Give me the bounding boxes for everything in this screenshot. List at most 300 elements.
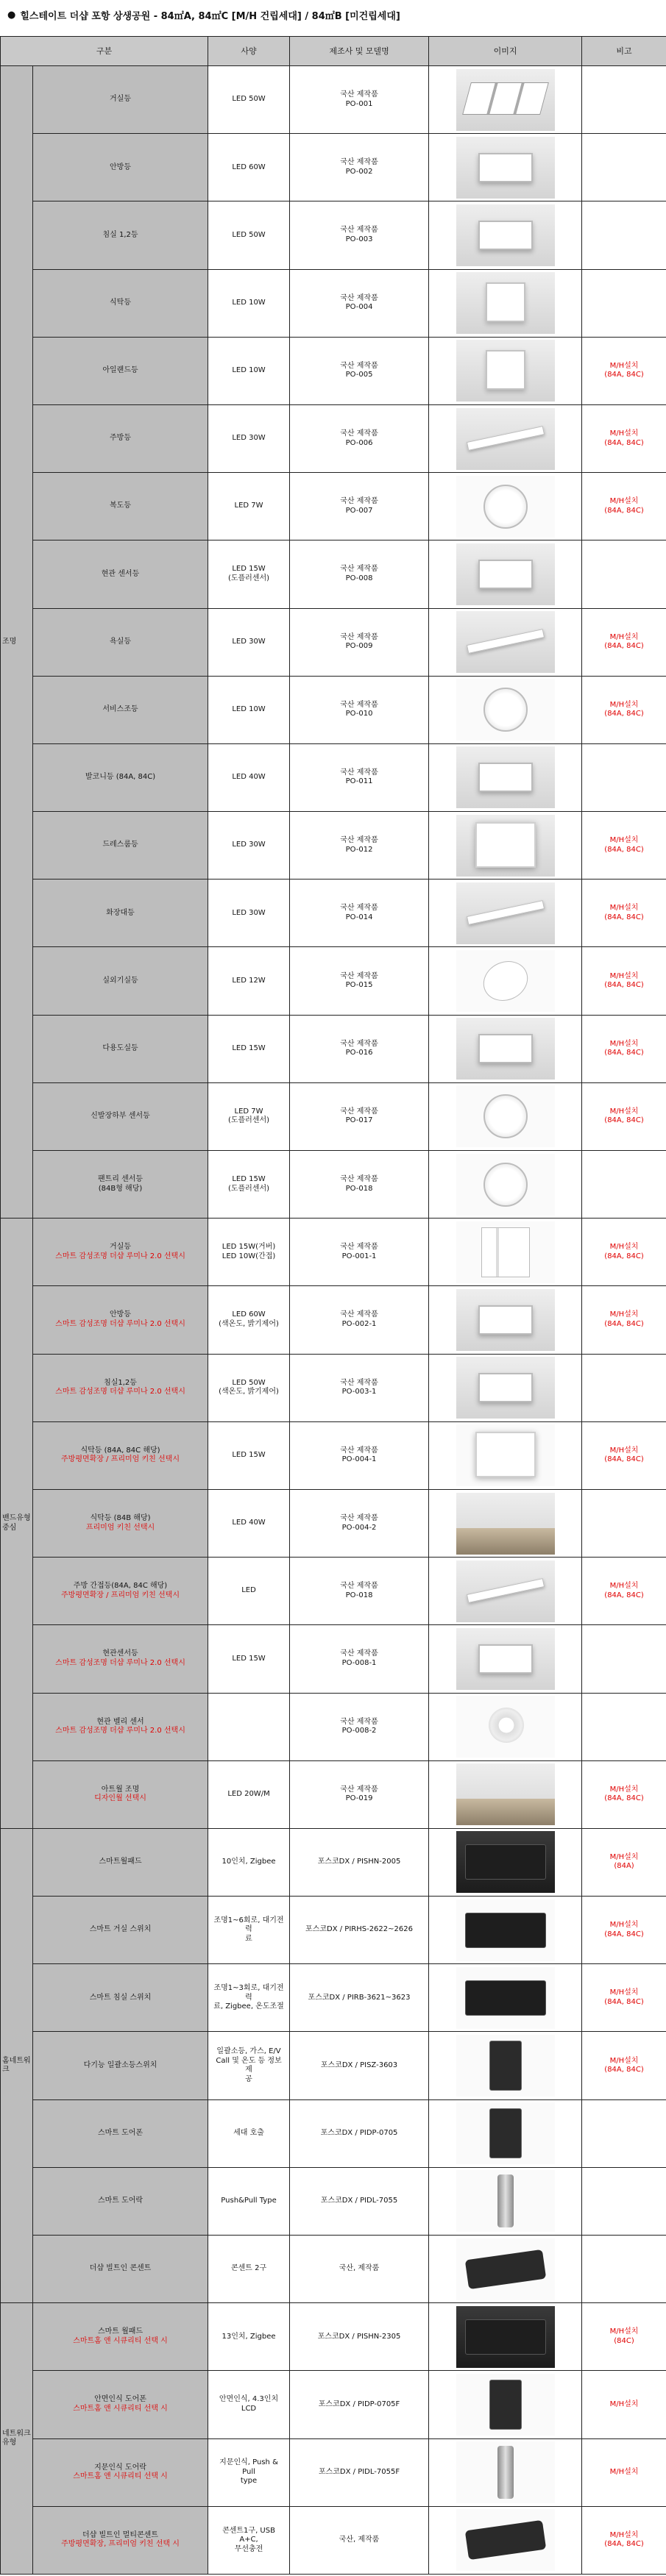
note-cell [582, 1151, 666, 1219]
item-name: 더샵 빌트인 멀티콘센트 [82, 2530, 158, 2539]
note-cell: M/H설치 (84A, 84C) [582, 1558, 666, 1625]
spec-cell: LED 50W [208, 201, 290, 269]
image-cell [429, 1964, 582, 2032]
item-name: 식탁등 [110, 298, 131, 307]
image-cell [429, 1489, 582, 1557]
maker-cell: 국산 제작품 PO-008-2 [290, 1693, 429, 1760]
spec-cell: LED 30W [208, 812, 290, 880]
item-name: 복도등 [110, 502, 131, 510]
item-name-cell [33, 66, 208, 134]
product-image-shape [483, 688, 528, 732]
maker-cell: 국산 제작품 PO-002 [290, 134, 429, 201]
item-option-note: 프리미엄 키친 선택시 [85, 1523, 155, 1532]
product-image-shape [489, 2380, 522, 2430]
item-name: 안면인식 도어폰 [94, 2395, 146, 2404]
product-image-shape [475, 822, 536, 868]
item-name-cell [33, 2236, 208, 2303]
header-spec: 사양 [208, 37, 290, 66]
maker-cell: 국산 제작품 PO-001 [290, 66, 429, 134]
square-panel-light-icon [456, 1018, 555, 1080]
spec-cell: 10인치, Zigbee [208, 1828, 290, 1896]
maker-cell: 국산, 제작품 [290, 2506, 429, 2574]
round-downlight-icon [456, 476, 555, 538]
category-cell: 네트워크유형 [1, 2303, 33, 2575]
item-name: 더샵 빌트인 콘센트 [89, 2264, 152, 2273]
square-panel-light-icon [456, 1289, 555, 1351]
note-cell [582, 1625, 666, 1693]
item-name: 침실 1,2등 [102, 230, 138, 239]
product-image-shape [478, 1373, 533, 1402]
product-image-shape [478, 153, 533, 182]
item-name: 침실1,2등 [104, 1378, 137, 1387]
product-image-shape [462, 82, 549, 115]
item-name-cell [33, 743, 208, 811]
page-title [0, 0, 666, 29]
spec-cell: LED 12W [208, 947, 290, 1015]
spec-cell: LED 20W/M [208, 1760, 290, 1828]
product-image-shape [489, 1708, 524, 1743]
maker-cell: 국산 제작품 PO-008 [290, 540, 429, 608]
image-cell [429, 2506, 582, 2574]
item-option-note: 스마트 감성조명 더샵 루미나 2.0 선택시 [55, 1727, 185, 1735]
spec-cell: LED [208, 1558, 290, 1625]
item-name-cell [33, 880, 208, 947]
image-cell [429, 66, 582, 134]
item-name-cell [33, 1897, 208, 1964]
maker-cell: 포스코DX / PISHN-2005 [290, 1828, 429, 1896]
image-cell [429, 1897, 582, 1964]
product-image-shape [478, 1034, 533, 1063]
product-image-shape [466, 1578, 544, 1603]
item-name-cell [33, 269, 208, 337]
note-cell: M/H설치 (84A, 84C) [582, 1286, 666, 1354]
round-ceiling-light-icon [456, 1154, 555, 1216]
square-panel-light-icon [456, 543, 555, 605]
square-panel-light-icon [456, 204, 555, 266]
product-image-shape [465, 2319, 546, 2355]
table-row [1, 1151, 666, 1219]
maker-cell: 포스코DX / PISZ-3603 [290, 2032, 429, 2099]
spec-cell: LED 10W [208, 269, 290, 337]
note-cell: M/H설치 (84A, 84C) [582, 880, 666, 947]
product-image-shape [497, 2446, 514, 2499]
bullet-icon: ● [7, 9, 16, 21]
item-name-cell [33, 1828, 208, 1896]
table-row [1, 1558, 666, 1625]
item-name: 식탁등 (84A, 84C 해당) [80, 1446, 160, 1455]
spec-cell: LED 30W [208, 404, 290, 472]
category-cell: 밴드유형중심 [1, 1219, 33, 1829]
item-name: 스마트월패드 [99, 1858, 142, 1866]
item-option-note: 주방평면확장 / 프리미엄 키친 선택시 [61, 1455, 180, 1464]
table-row [1, 337, 666, 404]
table-row [1, 1489, 666, 1557]
item-option-note: 주방평면확장 / 프리미엄 키친 선택시 [61, 1591, 180, 1599]
square-panel-light-icon [456, 1628, 555, 1690]
item-name-cell [33, 2032, 208, 2099]
note-cell: M/H설치 (84A, 84C) [582, 2032, 666, 2099]
spec-cell: LED 7W (도플러센서) [208, 1082, 290, 1150]
spec-cell: 일괄소등, 가스, E/V Call 및 온도 등 정보제 공 [208, 2032, 290, 2099]
note-cell [582, 134, 666, 201]
spec-cell: LED 7W [208, 473, 290, 540]
spec-cell: 콘센트1구, USB A+C, 무선충전 [208, 2506, 290, 2574]
table-row [1, 201, 666, 269]
product-image-shape [478, 763, 533, 792]
item-name-cell [33, 404, 208, 472]
note-cell [582, 743, 666, 811]
item-name: 거실등 [110, 95, 131, 104]
product-image-shape [464, 2249, 546, 2288]
note-cell: M/H설치 (84A, 84C) [582, 1760, 666, 1828]
spec-cell: LED 50W [208, 66, 290, 134]
item-name: 욕실등 [110, 637, 131, 646]
note-cell: M/H설치 [582, 2438, 666, 2506]
item-name-cell [33, 1082, 208, 1150]
image-cell [429, 812, 582, 880]
item-option-note: 스마트 감성조명 더샵 루미나 2.0 선택시 [55, 1252, 185, 1260]
door-phone-icon [456, 2374, 555, 2436]
linear-bar-light-icon [456, 882, 555, 944]
maker-cell: 국산 제작품 PO-011 [290, 743, 429, 811]
note-cell [582, 66, 666, 134]
item-name-cell [33, 2506, 208, 2574]
door-lock-icon [456, 2441, 555, 2503]
maker-cell: 포스코DX / PIRB-3621~3623 [290, 1964, 429, 2032]
note-cell: M/H설치 (84A, 84C) [582, 947, 666, 1015]
item-name: 서비스조등 [102, 705, 138, 714]
table-row [1, 676, 666, 743]
square-panel-light-icon [456, 1357, 555, 1419]
note-cell: M/H설치 [582, 2371, 666, 2438]
table-row [1, 134, 666, 201]
product-image-shape [475, 1432, 536, 1477]
note-cell: M/H설치 (84A, 84C) [582, 473, 666, 540]
maker-cell: 국산 제작품 PO-009 [290, 608, 429, 676]
product-image-shape [466, 900, 544, 925]
spec-cell: Push&Pull Type [208, 2167, 290, 2235]
item-name: 팬트리 센서등 (84B형 해당) [97, 1175, 144, 1193]
image-cell [429, 743, 582, 811]
maker-cell: 국산 제작품 PO-019 [290, 1760, 429, 1828]
image-cell [429, 2032, 582, 2099]
table-row [1, 812, 666, 880]
wall-pad-icon [456, 1831, 555, 1893]
image-cell [429, 1421, 582, 1489]
maker-cell: 국산 제작품 PO-010 [290, 676, 429, 743]
table-row [1, 1964, 666, 2032]
spec-cell: LED 40W [208, 1489, 290, 1557]
note-cell: M/H설치 (84A, 84C) [582, 1219, 666, 1286]
image-cell [429, 1354, 582, 1421]
item-name: 지문인식 도어락 [94, 2463, 146, 2472]
spec-cell: LED 15W (도플러센서) [208, 540, 290, 608]
item-name-cell [33, 1625, 208, 1693]
master-switch-icon [456, 2035, 555, 2097]
item-name-cell [33, 337, 208, 404]
table-row [1, 1015, 666, 1082]
image-cell [429, 1693, 582, 1760]
builtin-outlet-icon [456, 2238, 555, 2300]
note-cell: M/H설치 (84A, 84C) [582, 1964, 666, 2032]
note-cell [582, 2167, 666, 2235]
note-cell [582, 1354, 666, 1421]
note-cell: M/H설치 (84A, 84C) [582, 404, 666, 472]
maker-cell: 포스코DX / PISHN-2305 [290, 2303, 429, 2371]
image-cell [429, 2099, 582, 2167]
product-image-shape [466, 629, 544, 654]
note-cell: M/H설치 (84A, 84C) [582, 1897, 666, 1964]
spec-cell: LED 10W [208, 676, 290, 743]
item-name: 스마트 도어폰 [97, 2128, 144, 2137]
image-cell [429, 947, 582, 1015]
item-name: 스마트 월패드 [97, 2327, 144, 2336]
item-name: 거실등 [110, 1243, 131, 1252]
maker-cell: 국산 제작품 PO-005 [290, 337, 429, 404]
wall-pad-icon [456, 2306, 555, 2368]
spec-cell: 안면인식, 4.3인치 LCD [208, 2371, 290, 2438]
spec-cell: LED 40W [208, 743, 290, 811]
spec-cell: LED 50W (색온도, 밝기제어) [208, 1354, 290, 1421]
product-image-shape [478, 221, 533, 250]
linear-bar-light-icon [456, 408, 555, 470]
maker-cell: 국산 제작품 PO-008-1 [290, 1625, 429, 1693]
item-option-note: 스마트 감성조명 더샵 루미나 2.0 선택시 [55, 1388, 185, 1396]
image-cell [429, 608, 582, 676]
spec-cell: LED 60W [208, 134, 290, 201]
spec-table [0, 36, 666, 2575]
item-name-cell [33, 2371, 208, 2438]
item-name: 현관 벨리 센서 [96, 1717, 144, 1726]
item-name: 실외기실등 [102, 976, 138, 985]
item-name-cell [33, 1421, 208, 1489]
maker-cell: 포스코DX / PIRHS-2622~2626 [290, 1897, 429, 1964]
door-phone-icon [456, 2102, 555, 2164]
table-row [1, 743, 666, 811]
table-row [1, 540, 666, 608]
item-name-cell [33, 134, 208, 201]
image-cell [429, 1151, 582, 1219]
table-row [1, 2032, 666, 2099]
spec-cell: LED 30W [208, 608, 290, 676]
square-panel-light-icon [456, 137, 555, 199]
item-name-cell [33, 608, 208, 676]
spec-cell: 콘센트 2구 [208, 2236, 290, 2303]
spec-cell [208, 1693, 290, 1760]
maker-cell: 국산 제작품 PO-006 [290, 404, 429, 472]
oval-light-icon [456, 950, 555, 1012]
maker-cell: 국산 제작품 PO-012 [290, 812, 429, 880]
table-row [1, 1286, 666, 1354]
maker-cell: 포스코DX / PIDP-0705F [290, 2371, 429, 2438]
note-cell: M/H설치 (84A, 84C) [582, 676, 666, 743]
note-cell [582, 201, 666, 269]
spec-cell: LED 15W (도플러센서) [208, 1151, 290, 1219]
ceiling-spot-light-icon [456, 1493, 555, 1555]
item-name: 스마트 침실 스위치 [89, 1993, 152, 2002]
product-image-shape [497, 2174, 514, 2227]
note-cell [582, 269, 666, 337]
item-name: 안방등 [110, 1310, 131, 1319]
header-maker: 제조사 및 모델명 [290, 37, 429, 66]
item-name-cell [33, 1558, 208, 1625]
square-panel-light-icon [456, 746, 555, 808]
note-cell: M/H설치 (84A, 84C) [582, 608, 666, 676]
maker-cell: 국산 제작품 PO-018 [290, 1558, 429, 1625]
note-cell [582, 540, 666, 608]
product-image-shape [456, 1799, 555, 1825]
item-option-note: 스마트홈 앤 시큐리티 선택 시 [73, 2472, 168, 2481]
header-category: 구분 [1, 37, 208, 66]
image-cell [429, 1286, 582, 1354]
spec-cell: 13인치, Zigbee [208, 2303, 290, 2371]
product-image-shape [466, 426, 544, 451]
maker-cell: 국산 제작품 PO-002-1 [290, 1286, 429, 1354]
note-cell: M/H설치 (84A, 84C) [582, 1421, 666, 1489]
product-image-shape [476, 954, 534, 1007]
item-name: 식탁등 (84B 해당) [90, 1514, 151, 1523]
item-name: 현관센서등 [102, 1649, 138, 1658]
image-cell [429, 134, 582, 201]
image-cell [429, 269, 582, 337]
note-cell: M/H설치 (84A, 84C) [582, 812, 666, 880]
table-row [1, 2303, 666, 2371]
item-name-cell [33, 2099, 208, 2167]
table-row [1, 880, 666, 947]
maker-cell: 국산 제작품 PO-018 [290, 1151, 429, 1219]
motion-sensor-icon [456, 1696, 555, 1758]
note-cell [582, 2099, 666, 2167]
item-option-note: 스마트 감성조명 더샵 루미나 2.0 선택시 [55, 1658, 185, 1667]
item-name-cell [33, 2438, 208, 2506]
product-image-shape [465, 1913, 546, 1948]
category-cell: 홈네트워크 [1, 1828, 33, 2302]
item-name-cell [33, 1015, 208, 1082]
item-name-cell [33, 540, 208, 608]
item-name-cell [33, 1354, 208, 1421]
item-name: 발코니등 (84A, 84C) [85, 773, 156, 782]
maker-cell: 국산 제작품 PO-017 [290, 1082, 429, 1150]
maker-cell: 국산 제작품 PO-003 [290, 201, 429, 269]
round-ceiling-light-icon [456, 679, 555, 741]
linear-bar-light-icon [456, 611, 555, 673]
image-cell [429, 676, 582, 743]
spec-cell: LED 60W (색온도, 밝기제어) [208, 1286, 290, 1354]
item-option-note: 디자인월 선택시 [94, 1794, 146, 1803]
spec-cell: 세대 호출 [208, 2099, 290, 2167]
item-name: 아트월 조명 [101, 1785, 140, 1794]
note-cell: M/H설치 (84A, 84C) [582, 2506, 666, 2574]
note-cell: M/H설치 (84A, 84C) [582, 1015, 666, 1082]
table-row [1, 1219, 666, 1286]
image-cell [429, 1760, 582, 1828]
table-row [1, 269, 666, 337]
maker-cell: 국산 제작품 PO-014 [290, 880, 429, 947]
note-cell: M/H설치 (84A, 84C) [582, 337, 666, 404]
image-cell [429, 337, 582, 404]
note-cell: M/H설치 (84A) [582, 1828, 666, 1896]
spec-cell: LED 30W [208, 880, 290, 947]
product-image-shape [478, 1644, 533, 1674]
maker-cell: 국산, 제작품 [290, 2236, 429, 2303]
product-image-shape [465, 1980, 546, 2016]
maker-cell: 국산 제작품 PO-003-1 [290, 1354, 429, 1421]
maker-cell: 국산 제작품 PO-001-1 [290, 1219, 429, 1286]
image-cell [429, 473, 582, 540]
table-row [1, 2371, 666, 2438]
table-row [1, 947, 666, 1015]
item-option-note: 스마트 감성조명 더샵 루미나 2.0 선택시 [55, 1319, 185, 1328]
table-row [1, 608, 666, 676]
category-cell: 조명 [1, 66, 33, 1219]
image-cell [429, 1625, 582, 1693]
product-image-shape [464, 2520, 546, 2560]
door-lock-icon [456, 2170, 555, 2232]
spec-cell: 조명1~3회로, 대기전력 료, Zigbee, 온도조절 [208, 1964, 290, 2032]
product-image-shape [489, 2108, 522, 2158]
table-row [1, 1897, 666, 1964]
linear-bar-light-icon [456, 1560, 555, 1622]
item-name: 주방등 [110, 434, 131, 443]
maker-cell: 국산 제작품 PO-004-1 [290, 1421, 429, 1489]
table-row [1, 404, 666, 472]
note-cell [582, 1489, 666, 1557]
image-cell [429, 880, 582, 947]
product-image-shape [489, 2041, 522, 2091]
downlight-square-icon [456, 340, 555, 402]
maker-cell: 포스코DX / PIDL-7055F [290, 2438, 429, 2506]
item-name-cell [33, 676, 208, 743]
maker-cell: 포스코DX / PIDL-7055 [290, 2167, 429, 2235]
item-name: 안방등 [110, 163, 131, 171]
table-row [1, 1828, 666, 1896]
note-cell: M/H설치 (84A, 84C) [582, 1082, 666, 1150]
table-header-row [1, 37, 666, 66]
smart-switch-panel-icon [456, 1899, 555, 1961]
table-row [1, 1760, 666, 1828]
note-cell [582, 1693, 666, 1760]
spec-cell: LED 15W [208, 1015, 290, 1082]
item-name-cell [33, 1489, 208, 1557]
downlight-square-icon [456, 272, 555, 334]
image-cell [429, 1082, 582, 1150]
table-row [1, 1421, 666, 1489]
spec-cell: LED 15W [208, 1421, 290, 1489]
pendant-box-light-icon [456, 1424, 555, 1486]
product-image-shape [486, 282, 525, 322]
spec-cell: 조명1~6회로, 대기전력 료 [208, 1897, 290, 1964]
table-row [1, 473, 666, 540]
item-name: 다용도실등 [102, 1043, 138, 1052]
maker-cell: 국산 제작품 PO-007 [290, 473, 429, 540]
header-note: 비고 [582, 37, 666, 66]
image-cell [429, 2303, 582, 2371]
item-name-cell [33, 1693, 208, 1760]
item-name: 주방 간접등(84A, 84C 해당) [73, 1582, 168, 1591]
item-name-cell [33, 1286, 208, 1354]
table-row [1, 1625, 666, 1693]
item-name-cell [33, 201, 208, 269]
spec-cell: LED 15W(거버) LED 10W(간접) [208, 1219, 290, 1286]
maker-cell: 포스코DX / PIDP-0705 [290, 2099, 429, 2167]
maker-cell: 국산 제작품 PO-004-2 [290, 1489, 429, 1557]
table-row [1, 66, 666, 134]
product-image-shape [456, 1528, 555, 1555]
spec-cell: LED 10W [208, 337, 290, 404]
table-row [1, 1354, 666, 1421]
item-name: 신발장하부 센서등 [91, 1112, 150, 1121]
table-row [1, 1082, 666, 1150]
